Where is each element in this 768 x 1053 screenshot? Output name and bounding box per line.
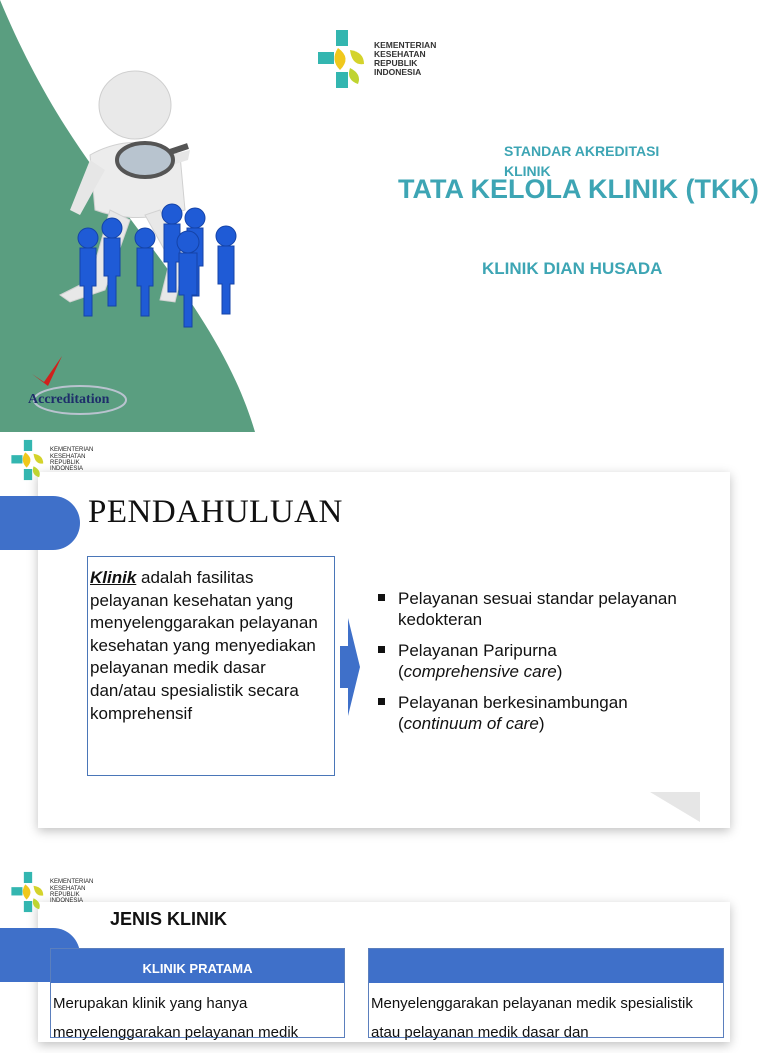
section-heading: JENIS KLINIK [110, 909, 228, 929]
kemkes-logo [10, 438, 93, 482]
logo-line-2: KESEHATAN [374, 49, 426, 60]
list-item [376, 588, 706, 630]
arrow-right-icon [340, 618, 360, 716]
slide-title: TATA KELOLA KLINIK (TKK) [398, 174, 759, 204]
logo-line-3: REPUBLIK [50, 460, 80, 466]
logo-line-4: INDONESIA [50, 466, 84, 473]
card-fold [650, 792, 700, 822]
definition-term: Klinik [90, 568, 137, 587]
clinic-type-column-pratama [50, 948, 345, 1041]
introduction-slide [0, 432, 768, 864]
bullet-italic: continuum of care [403, 714, 539, 733]
bullet-text: Pelayanan Paripurna [398, 641, 557, 660]
clinic-types-slide [0, 864, 768, 1041]
bullet-text: Pelayanan berkesinambungan [398, 693, 628, 712]
subtitle: STANDAR AKREDITASI KLINIK [504, 143, 660, 179]
logo-line-1: KEMENTERIAN [374, 40, 437, 51]
kemkes-logo [10, 870, 93, 914]
checkmark-icon [18, 352, 133, 422]
definition-text: adalah fasilitas pelayanan kesehatan yang menyelenggarakan pelayanan kesehatan yang menyediakan pelayanan medik dasar dan/atau spesialistik secara komprehensif [90, 568, 318, 723]
column-body: Merupakan klinik yang hanya menyelenggarakan pelayanan medik [53, 995, 299, 1041]
team-figures-illustration [50, 60, 260, 340]
logo-line-2: KESEHATAN [50, 885, 86, 892]
clinic-type-column-utama [368, 948, 724, 1041]
logo-line-4: INDONESIA [50, 898, 84, 905]
accreditation-badge [18, 352, 133, 422]
bullet-italic: comprehensive care [403, 662, 557, 681]
column-header [369, 949, 723, 983]
blue-side-tab [0, 496, 80, 550]
kemkes-emblem-icon [10, 870, 46, 914]
bullet-prefix: ( [398, 662, 404, 681]
logo-line-1: KEMENTERIAN [50, 447, 94, 454]
logo-line-3: REPUBLIK [50, 892, 80, 898]
bullet-prefix: ( [398, 714, 404, 733]
logo-line-3: REPUBLIK [374, 58, 418, 68]
logo-line-2: KESEHATAN [50, 453, 86, 460]
column-body: Menyelenggarakan pelayanan medik spesialistik atau pelayanan medik dasar dan [371, 995, 693, 1041]
clinic-name: KLINIK DIAN HUSADA [482, 259, 663, 278]
kemkes-logo [316, 28, 436, 90]
services-list [376, 588, 706, 744]
bullet-text: Pelayanan sesuai standar pelayanan kedokteran [398, 589, 677, 629]
bullet-suffix: ) [556, 662, 563, 681]
list-item [376, 640, 706, 682]
logo-line-1: KEMENTERIAN [50, 879, 94, 886]
section-heading: PENDAHULUAN [88, 494, 343, 530]
kemkes-emblem-icon [316, 28, 368, 90]
title-slide [0, 0, 768, 432]
list-item [376, 692, 706, 734]
column-header: KLINIK PRATAMA [51, 949, 344, 983]
definition-box [87, 556, 335, 776]
logo-line-4: INDONESIA [374, 66, 422, 77]
kemkes-emblem-icon [10, 438, 46, 482]
accreditation-label: Accreditation [28, 392, 110, 407]
bullet-suffix: ) [538, 714, 545, 733]
